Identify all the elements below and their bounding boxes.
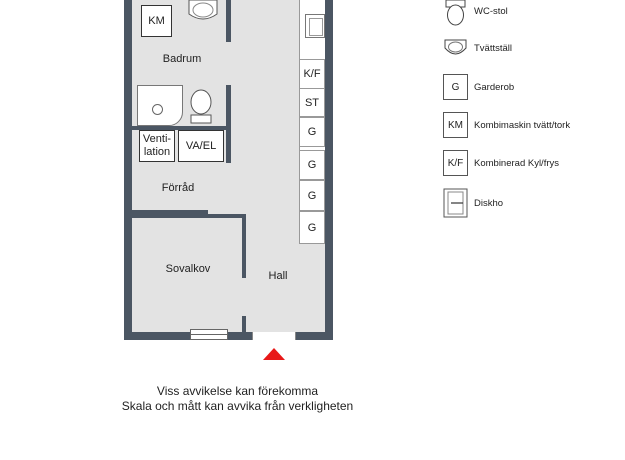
alcove-wall-right [242, 218, 246, 278]
alcove-wall-top [132, 214, 246, 218]
legend-label-fridge-freezer: Kombinerad Kyl/frys [474, 158, 560, 169]
washer-dryer-km [141, 5, 172, 37]
room-label-sovalkov: Sovalkov [165, 263, 211, 275]
shower [137, 85, 183, 126]
dish-sink [305, 14, 325, 38]
legend-label-wardrobe: Garderob [474, 82, 515, 93]
disclaimer-line-1: Viss avvikelse kan förekomma [156, 384, 319, 398]
entrance-arrow-icon [263, 348, 285, 360]
va-el-shaft [178, 130, 224, 162]
legend-dish-sink-icon [443, 188, 468, 218]
outer-wall-bottom-left [124, 332, 190, 340]
outer-wall-bottom-right [296, 332, 333, 340]
outer-wall-bottom-mid [228, 332, 252, 340]
legend-label-dish-sink: Diskho [474, 198, 504, 209]
wash-basin [187, 0, 219, 24]
km-label: KM [148, 15, 165, 27]
legend-fridge-freezer-icon: K/F [443, 150, 468, 176]
disclaimer-line-2: Skala och mått kan avvika från verkligheten [121, 399, 354, 413]
outer-wall-left [124, 0, 132, 340]
window [190, 329, 228, 340]
cabinet-wardrobe: G [299, 117, 325, 147]
legend-km-icon: KM [443, 112, 468, 138]
alcove-wall-right-lower [242, 316, 246, 332]
bathroom-wall-right [226, 0, 231, 42]
legend-wardrobe-icon: G [443, 74, 468, 100]
floor-area [132, 0, 325, 332]
cabinet-wardrobe: G [299, 180, 325, 211]
legend-sink-icon [443, 38, 468, 60]
room-label-badrum: Badrum [162, 53, 202, 65]
room-label-forrad: Förråd [161, 182, 195, 194]
legend-label-wc: WC-stol [474, 6, 508, 17]
bathroom-wall-lower-right [226, 85, 231, 163]
cabinet-wardrobe: G [299, 150, 325, 180]
va-el-label: VA/EL [185, 140, 217, 152]
legend-wc-icon [443, 0, 468, 26]
ventilation-label: Venti- lation [142, 133, 172, 158]
room-label-hall: Hall [268, 270, 288, 282]
legend-label-km: Kombimaskin tvätt/tork [474, 120, 571, 131]
cabinet-stove: ST [299, 88, 325, 117]
entrance-door [252, 332, 296, 340]
cabinet-fridge-freezer: K/F [299, 59, 325, 89]
ventilation-shaft [139, 130, 175, 162]
legend-label-sink: Tvättställ [474, 43, 513, 54]
toilet [189, 88, 213, 124]
cabinet-wardrobe: G [299, 211, 325, 244]
outer-wall-right [325, 0, 333, 340]
